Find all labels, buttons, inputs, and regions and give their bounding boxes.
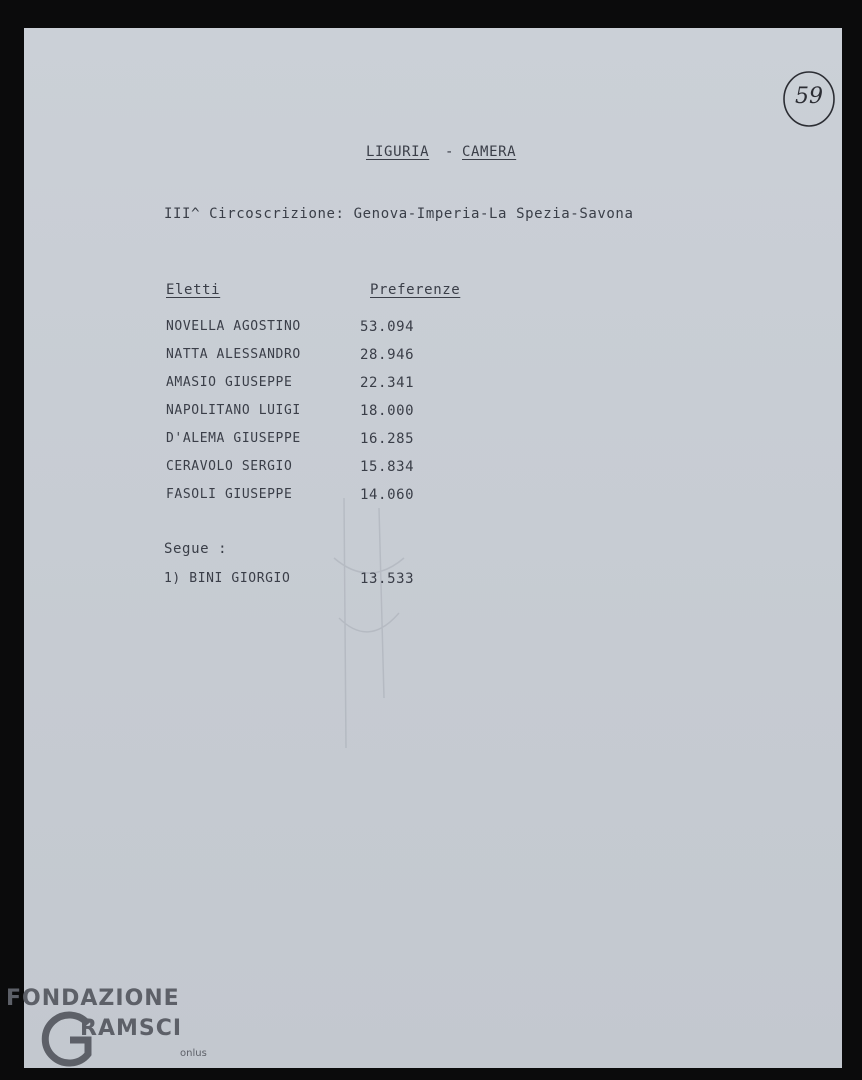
- column-header-elected: Eletti: [166, 282, 221, 298]
- follows-row-name: 1) BINI GIORGIO: [164, 571, 291, 586]
- table-row-name: D'ALEMA GIUSEPPE: [166, 431, 301, 446]
- page-number: 59: [795, 84, 823, 109]
- heading-chamber: CAMERA: [462, 144, 517, 160]
- table-row-votes: 16.285: [360, 431, 415, 447]
- table-row-votes: 14.060: [360, 487, 415, 503]
- logo-line-1: FONDAZIONE: [6, 986, 180, 1011]
- bleed-through-mark: [324, 498, 414, 758]
- table-row-votes: 18.000: [360, 403, 415, 419]
- heading-dash: -: [445, 144, 455, 160]
- table-row-votes: 28.946: [360, 347, 415, 363]
- table-row-name: NATTA ALESSANDRO: [166, 347, 301, 362]
- follows-row-votes: 13.533: [360, 571, 415, 587]
- logo-line-2: RAMSCI: [80, 1016, 183, 1041]
- page-number-circle: [782, 70, 836, 128]
- table-row-name: NOVELLA AGOSTINO: [166, 319, 301, 334]
- table-row-name: NAPOLITANO LUIGI: [166, 403, 301, 418]
- document-page: [24, 28, 842, 1068]
- logo-line-3: onlus: [180, 1048, 207, 1059]
- column-header-preferences: Preferenze: [370, 282, 461, 298]
- fondazione-gramsci-logo: [6, 986, 236, 1076]
- table-row-name: CERAVOLO SERGIO: [166, 459, 293, 474]
- table-row-votes: 22.341: [360, 375, 415, 391]
- table-row-votes: 15.834: [360, 459, 415, 475]
- table-row-name: FASOLI GIUSEPPE: [166, 487, 293, 502]
- heading-region: LIGURIA: [366, 144, 430, 160]
- district-line: III^ Circoscrizione: Genova-Imperia-La Spezia-Savona: [164, 206, 634, 222]
- follows-label: Segue :: [164, 541, 228, 557]
- table-row-name: AMASIO GIUSEPPE: [166, 375, 293, 390]
- table-row-votes: 53.094: [360, 319, 415, 335]
